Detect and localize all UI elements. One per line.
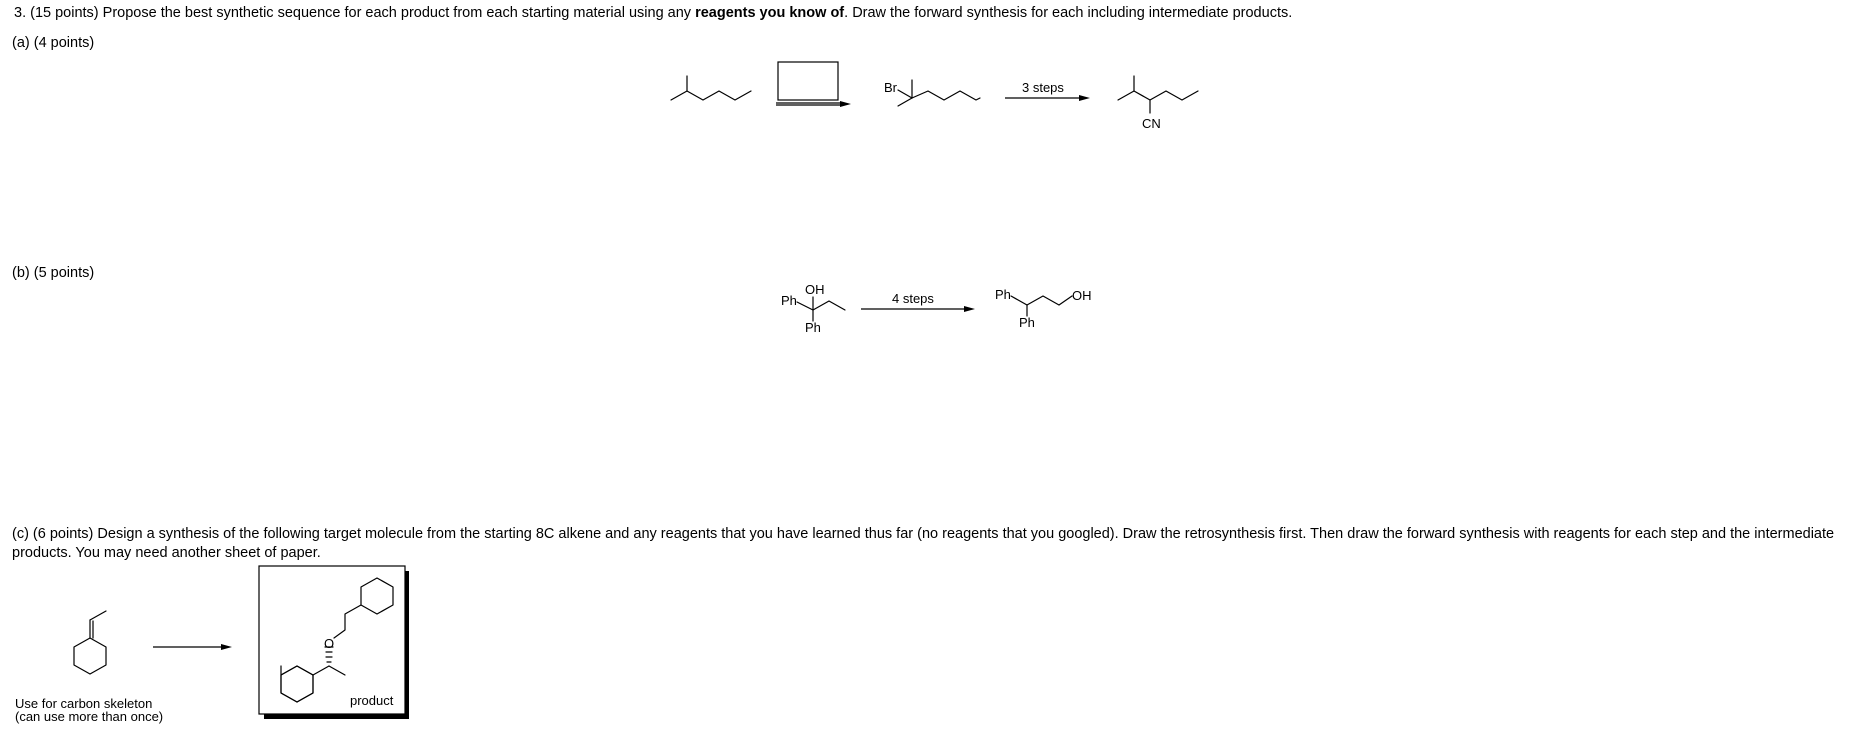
bromine-label: Br xyxy=(884,80,897,95)
cyano-label: CN xyxy=(1142,116,1161,131)
part-c-starting-alkene xyxy=(74,611,106,674)
part-a-nitrile-product xyxy=(1118,76,1198,131)
carbon-skeleton-note-2: (can use more than once) xyxy=(15,709,164,724)
carbon-skeleton-note-1: Use for carbon skeleton xyxy=(15,696,153,711)
part-b-starting-alcohol xyxy=(781,282,845,335)
question-bold: reagents you know of xyxy=(695,5,845,21)
phenyl-label-3: Ph xyxy=(995,287,1011,302)
oxygen-label-visible: O xyxy=(324,636,335,651)
phenyl-label-2: Ph xyxy=(805,320,821,335)
part-b-label: (b) (5 points) xyxy=(12,265,95,281)
part-b-alcohol-product xyxy=(995,287,1092,330)
part-c-forward-arrow xyxy=(153,644,232,650)
part-c-text: (c) (6 points) Design a synthesis of the following target molecule from the starting 8C alkene and any reagents that you have learned thus far (no reagents that you googled). Draw the retrosynthesis first. Then draw the forward synthesis with reagents for each step and the intermediate products. You may need another sheet of paper. xyxy=(12,526,1835,561)
part-a-answer-box-arrow xyxy=(776,62,851,107)
question-prefix: 3. (15 points) Propose the best synthetic sequence for each product from each starting material using any xyxy=(14,5,696,21)
answer-box xyxy=(778,62,838,100)
part-a-label: (a) (4 points) xyxy=(12,35,95,51)
question-suffix: . Draw the forward synthesis for each including intermediate products. xyxy=(844,5,1293,21)
hydroxyl-label-1: OH xyxy=(805,282,825,297)
phenyl-label-4: Ph xyxy=(1019,315,1035,330)
part-a-bromide xyxy=(884,80,980,106)
part-b-4-steps-arrow xyxy=(861,291,975,312)
hydroxyl-label-2: OH xyxy=(1072,288,1092,303)
phenyl-label-1: Ph xyxy=(781,293,797,308)
four-steps-label: 4 steps xyxy=(892,291,934,306)
product-label: product xyxy=(350,693,394,708)
part-a-starting-alkane xyxy=(671,76,751,100)
three-steps-label: 3 steps xyxy=(1022,80,1064,95)
part-a-3-steps-arrow xyxy=(1005,80,1090,101)
